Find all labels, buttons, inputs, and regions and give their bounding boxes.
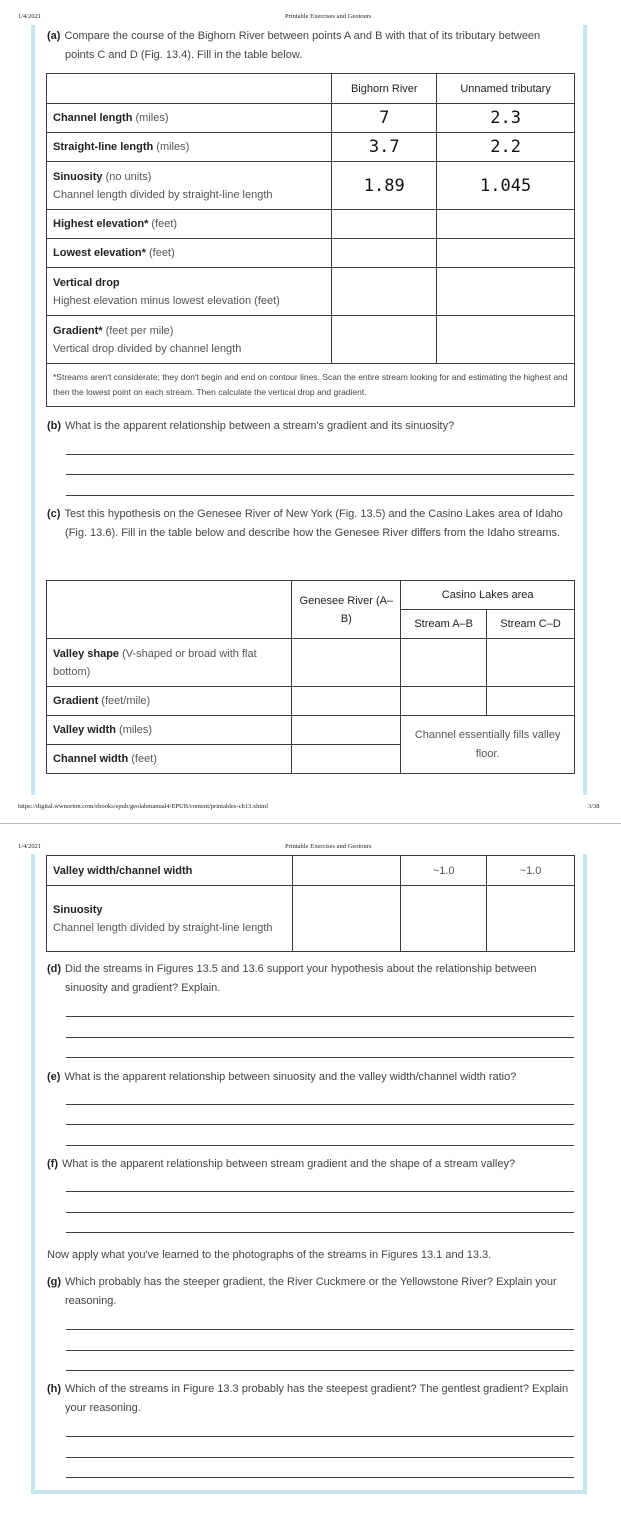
print-title: Printable Exercises and Geotours	[285, 13, 372, 20]
question-a	[47, 27, 572, 65]
table-row	[47, 268, 575, 316]
cd-width-ratio: ~1.0	[487, 856, 575, 886]
genesee-width-ratio[interactable]	[292, 856, 401, 886]
row-label: Valley shape	[53, 647, 120, 660]
ab-valley-shape[interactable]	[401, 639, 487, 687]
table-row	[47, 687, 575, 716]
row-unit: (feet/mile)	[98, 695, 151, 707]
row-unit: (miles)	[115, 724, 153, 736]
header-stream-ab: Stream A–B	[401, 610, 487, 639]
question-e	[47, 1068, 572, 1087]
header-casino-lakes: Casino Lakes area	[401, 581, 575, 610]
tributary-sinuosity[interactable]: 1.045	[437, 162, 575, 210]
ab-sinuosity[interactable]	[401, 886, 487, 952]
answer-line[interactable]	[66, 1212, 574, 1213]
tributary-gradient[interactable]	[437, 316, 575, 364]
row-description: Channel length divided by straight-line length	[53, 921, 273, 934]
bighorn-table	[46, 73, 575, 407]
answer-line[interactable]	[66, 1145, 574, 1146]
question-d-label: (d)	[47, 963, 62, 975]
table2-corner	[47, 581, 292, 639]
cd-gradient[interactable]	[487, 687, 575, 716]
table-row	[47, 133, 575, 162]
bighorn-lowest-elevation[interactable]	[332, 239, 437, 268]
print-title: Printable Exercises and Geotours	[285, 843, 372, 850]
row-unit: (feet per mile)	[102, 324, 174, 337]
row-label: Straight-line length	[53, 141, 154, 153]
row-label: Sinuosity	[53, 170, 103, 183]
table1-footnote: *Streams aren't considerate; they don't begin and end on contour lines. Scan the entire stream looking for and estimating the highest and then the lowest point on each stream. Then calculate the vertical drop and gradient.	[47, 364, 575, 407]
row-label: Sinuosity	[53, 903, 103, 916]
answer-line[interactable]	[66, 1350, 574, 1351]
answer-line[interactable]	[66, 1329, 574, 1330]
question-d	[47, 960, 572, 998]
question-c-label: (c)	[47, 508, 61, 520]
row-label: Channel length	[53, 112, 133, 124]
question-f-text: What is the apparent relationship between stream gradient and the shape of a stream valley?	[62, 1158, 516, 1170]
row-label: Vertical drop	[53, 276, 120, 289]
question-b	[47, 417, 572, 436]
question-e-text: What is the apparent relationship between sinuosity and the valley width/channel width ratio?	[64, 1071, 517, 1083]
row-label: Valley width	[53, 724, 116, 736]
question-g	[47, 1273, 572, 1311]
genesee-sinuosity[interactable]	[292, 886, 401, 952]
answer-line[interactable]	[66, 1457, 574, 1458]
question-b-text: What is the apparent relationship between a stream's gradient and its sinuosity?	[65, 420, 455, 432]
row-label: Valley width/channel width	[53, 864, 193, 877]
question-f	[47, 1155, 572, 1174]
table-row	[47, 239, 575, 268]
table1-corner	[47, 74, 332, 104]
table-row	[47, 162, 575, 210]
tributary-straight-length[interactable]: 2.2	[437, 133, 575, 162]
genesee-valley-shape[interactable]	[292, 639, 401, 687]
answer-line[interactable]	[66, 1016, 574, 1017]
tributary-highest-elevation[interactable]	[437, 210, 575, 239]
answer-line[interactable]	[66, 1104, 574, 1105]
row-label: Lowest elevation*	[53, 247, 146, 259]
question-b-label: (b)	[47, 420, 62, 432]
table-row	[47, 639, 575, 687]
table-row	[47, 856, 575, 886]
table-row	[47, 104, 575, 133]
answer-line[interactable]	[66, 1436, 574, 1437]
question-c	[47, 505, 572, 543]
answer-line[interactable]	[66, 454, 574, 455]
row-label: Gradient	[53, 695, 99, 707]
ab-gradient[interactable]	[401, 687, 487, 716]
cd-sinuosity[interactable]	[487, 886, 575, 952]
question-a-label: (a)	[47, 30, 61, 42]
answer-line[interactable]	[66, 1370, 574, 1371]
cd-valley-shape[interactable]	[487, 639, 575, 687]
bighorn-highest-elevation[interactable]	[332, 210, 437, 239]
bighorn-gradient[interactable]	[332, 316, 437, 364]
answer-line[interactable]	[66, 1124, 574, 1125]
answer-line[interactable]	[66, 495, 574, 496]
answer-line[interactable]	[66, 1477, 574, 1478]
table-row	[47, 210, 575, 239]
question-g-text: Which probably has the steeper gradient, the River Cuckmere or the Yellowstone River? Explain your reasoning.	[65, 1276, 557, 1307]
question-a-text: Compare the course of the Bighorn River between points A and B with that of its tributary between points C and D (Fig. 13.4). Fill in the table below.	[64, 30, 541, 61]
question-h-label: (h)	[47, 1383, 62, 1395]
row-unit: (V-shaped or broad with flat bottom)	[53, 647, 257, 678]
row-unit: (feet)	[148, 218, 178, 230]
question-f-label: (f)	[47, 1158, 58, 1170]
intro-gh: Now apply what you've learned to the photographs of the streams in Figures 13.1 and 13.3.	[47, 1249, 492, 1261]
genesee-casino-table	[46, 580, 575, 774]
header-genesee: Genesee River (A–B)	[292, 581, 401, 639]
row-unit: (miles)	[132, 112, 169, 124]
answer-line[interactable]	[66, 1232, 574, 1233]
table-row	[47, 716, 575, 745]
tributary-channel-length[interactable]: 2.3	[437, 104, 575, 133]
row-label: Channel width	[53, 753, 129, 765]
answer-line[interactable]	[66, 1057, 574, 1058]
table-row	[47, 316, 575, 364]
genesee-channel-width[interactable]	[292, 745, 401, 774]
bighorn-vertical-drop[interactable]	[332, 268, 437, 316]
bighorn-channel-length[interactable]: 7	[332, 104, 437, 133]
row-description: Highest elevation minus lowest elevation (feet)	[53, 294, 280, 307]
page-break	[0, 823, 621, 824]
question-c-text: Test this hypothesis on the Genesee River of New York (Fig. 13.5) and the Casino Lakes area of Idaho (Fig. 13.6). Fill in the table below and describe how the Genesee River differs from the Idaho streams.	[64, 508, 563, 539]
answer-line[interactable]	[66, 474, 574, 475]
row-unit: (no units)	[102, 170, 152, 183]
question-h	[47, 1380, 572, 1418]
row-unit: (feet)	[145, 247, 175, 259]
question-h-text: Which of the streams in Figure 13.3 probably has the steepest gradient? The gentlest gradient? Explain your reasoning.	[65, 1383, 569, 1414]
bighorn-sinuosity[interactable]: 1.89	[332, 162, 437, 210]
row-description: Vertical drop divided by channel length	[53, 342, 242, 355]
header-stream-cd: Stream C–D	[487, 610, 575, 639]
table-row	[47, 886, 575, 952]
row-unit: (feet)	[128, 753, 157, 765]
header-tributary: Unnamed tributary	[437, 74, 575, 104]
genesee-valley-width[interactable]	[292, 716, 401, 745]
genesee-casino-table-continued	[46, 855, 575, 952]
print-date: 1/4/2021	[18, 13, 42, 20]
tributary-lowest-elevation[interactable]	[437, 239, 575, 268]
row-unit: (miles)	[153, 141, 190, 153]
header-bighorn: Bighorn River	[332, 74, 437, 104]
channel-fills-valley-note: Channel essentially fills valley floor.	[401, 716, 575, 774]
page-number: 3/38	[588, 803, 600, 810]
bighorn-straight-length[interactable]: 3.7	[332, 133, 437, 162]
answer-line[interactable]	[66, 1191, 574, 1192]
print-date: 1/4/2021	[18, 843, 42, 850]
row-label: Highest elevation*	[53, 218, 149, 230]
row-description: Channel length divided by straight-line length	[53, 188, 273, 201]
ab-width-ratio: ~1.0	[401, 856, 487, 886]
page-url: https://digital.wwnorton.com/ebooks/epub/geolabmanual4/EPUB/content/printables-ch13.xhtml	[18, 803, 269, 810]
question-e-label: (e)	[47, 1071, 61, 1083]
question-g-label: (g)	[47, 1276, 62, 1288]
row-label: Gradient*	[53, 324, 103, 337]
question-d-text: Did the streams in Figures 13.5 and 13.6 support your hypothesis about the relationship between sinuosity and gradient? Explain.	[65, 963, 537, 994]
answer-line[interactable]	[66, 1037, 574, 1038]
tributary-vertical-drop[interactable]	[437, 268, 575, 316]
genesee-gradient[interactable]	[292, 687, 401, 716]
